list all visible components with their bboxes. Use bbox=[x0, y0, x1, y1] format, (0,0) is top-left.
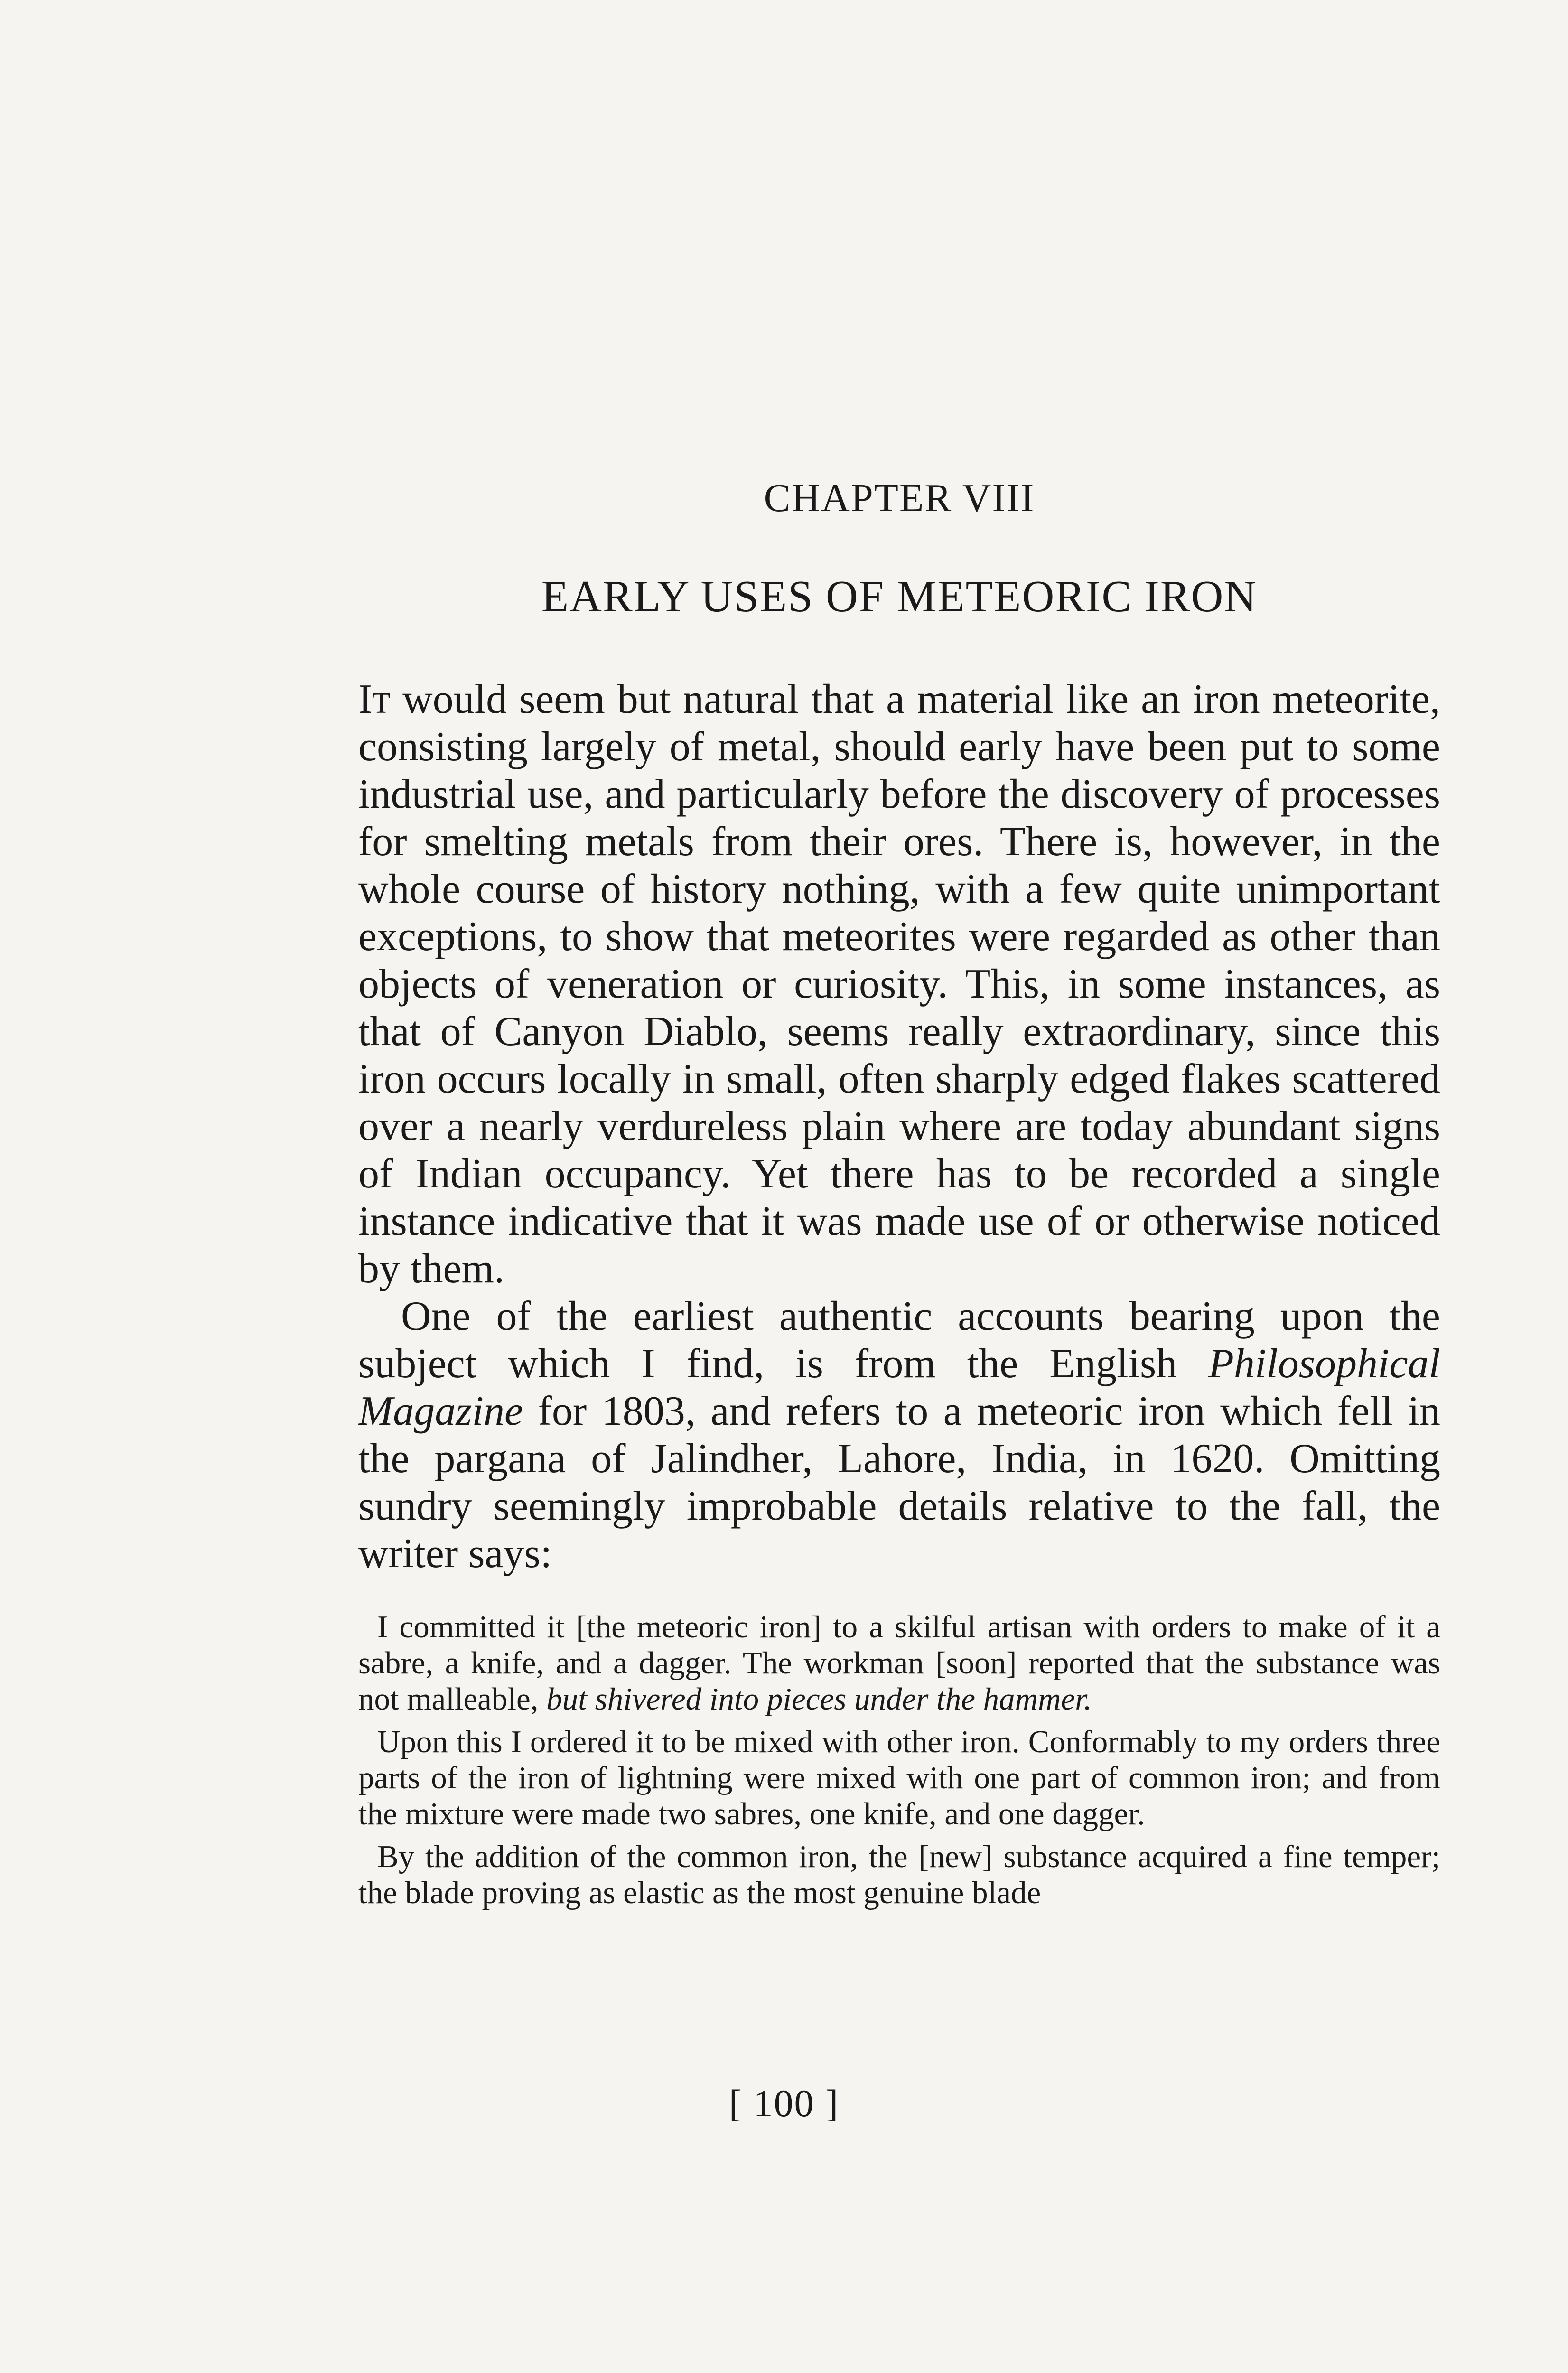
journal-title: Philosophical Magazine bbox=[358, 1340, 1440, 1434]
block-quotation bbox=[358, 1609, 1440, 1911]
chapter-title: EARLY USES OF METEORIC IRON bbox=[541, 571, 1258, 621]
quote-paragraph-2: Upon this I ordered it to be mixed with other iron. Conformably to my orders three parts of the iron of lightning were mixed with one part of common iron; and from the mixture were made two sabres, one knife, and one dagger. bbox=[358, 1724, 1440, 1831]
body-paragraph-2 bbox=[358, 1293, 1440, 1578]
body-paragraph-1 bbox=[358, 676, 1440, 1293]
paragraph-2-text-a: One of the earliest authentic accounts bearing upon the subject which I find, is from the English bbox=[358, 1293, 1440, 1387]
page-content bbox=[358, 475, 1440, 1917]
paragraph-1-text: would seem but natural that a material like an iron meteorite, consisting largely of metal, should early have been put to some industrial use, and particularly before the discovery of processes for smelting metals from their ores. There is, however, in the whole course of history nothing, with a few quite unimportant exceptions, to show that meteorites were regarded as other than objects of veneration or curiosity. This, in some instances, as that of Canyon Diablo, seems really extraordinary, since this iron occurs locally in small, often sharply edged flakes scattered over a nearly verdureless plain where are today abundant signs of Indian occupancy. Yet there has to be recorded a single instance indicative that it was made use of or otherwise noticed by them. bbox=[358, 676, 1440, 1292]
page-number: [ 100 ] bbox=[728, 2082, 840, 2125]
drop-lead-word: It bbox=[358, 676, 391, 722]
quote-1-italic: but shivered into pieces under the hammer. bbox=[546, 1681, 1092, 1717]
paragraph-2-text-b: for 1803, and refers to a meteoric iron which fell in the pargana of Jalindher, Lahore, India, in 1620. Omitting sundry seemingly improbable details relative to the fall, the writer says: bbox=[358, 1388, 1440, 1577]
quote-paragraph-3: By the addition of the common iron, the [new] substance acquired a fine temper; the blade proving as elastic as the most genuine blade bbox=[358, 1839, 1440, 1910]
chapter-number: CHAPTER VIII bbox=[764, 476, 1035, 520]
quote-paragraph-1 bbox=[358, 1609, 1440, 1717]
quote-1-text: I committed it [the meteoric iron] to a skilful artisan with orders to make of it a sabre, a knife, and a dagger. The workman [soon] reported that the substance was not malleable, bbox=[358, 1609, 1440, 1717]
